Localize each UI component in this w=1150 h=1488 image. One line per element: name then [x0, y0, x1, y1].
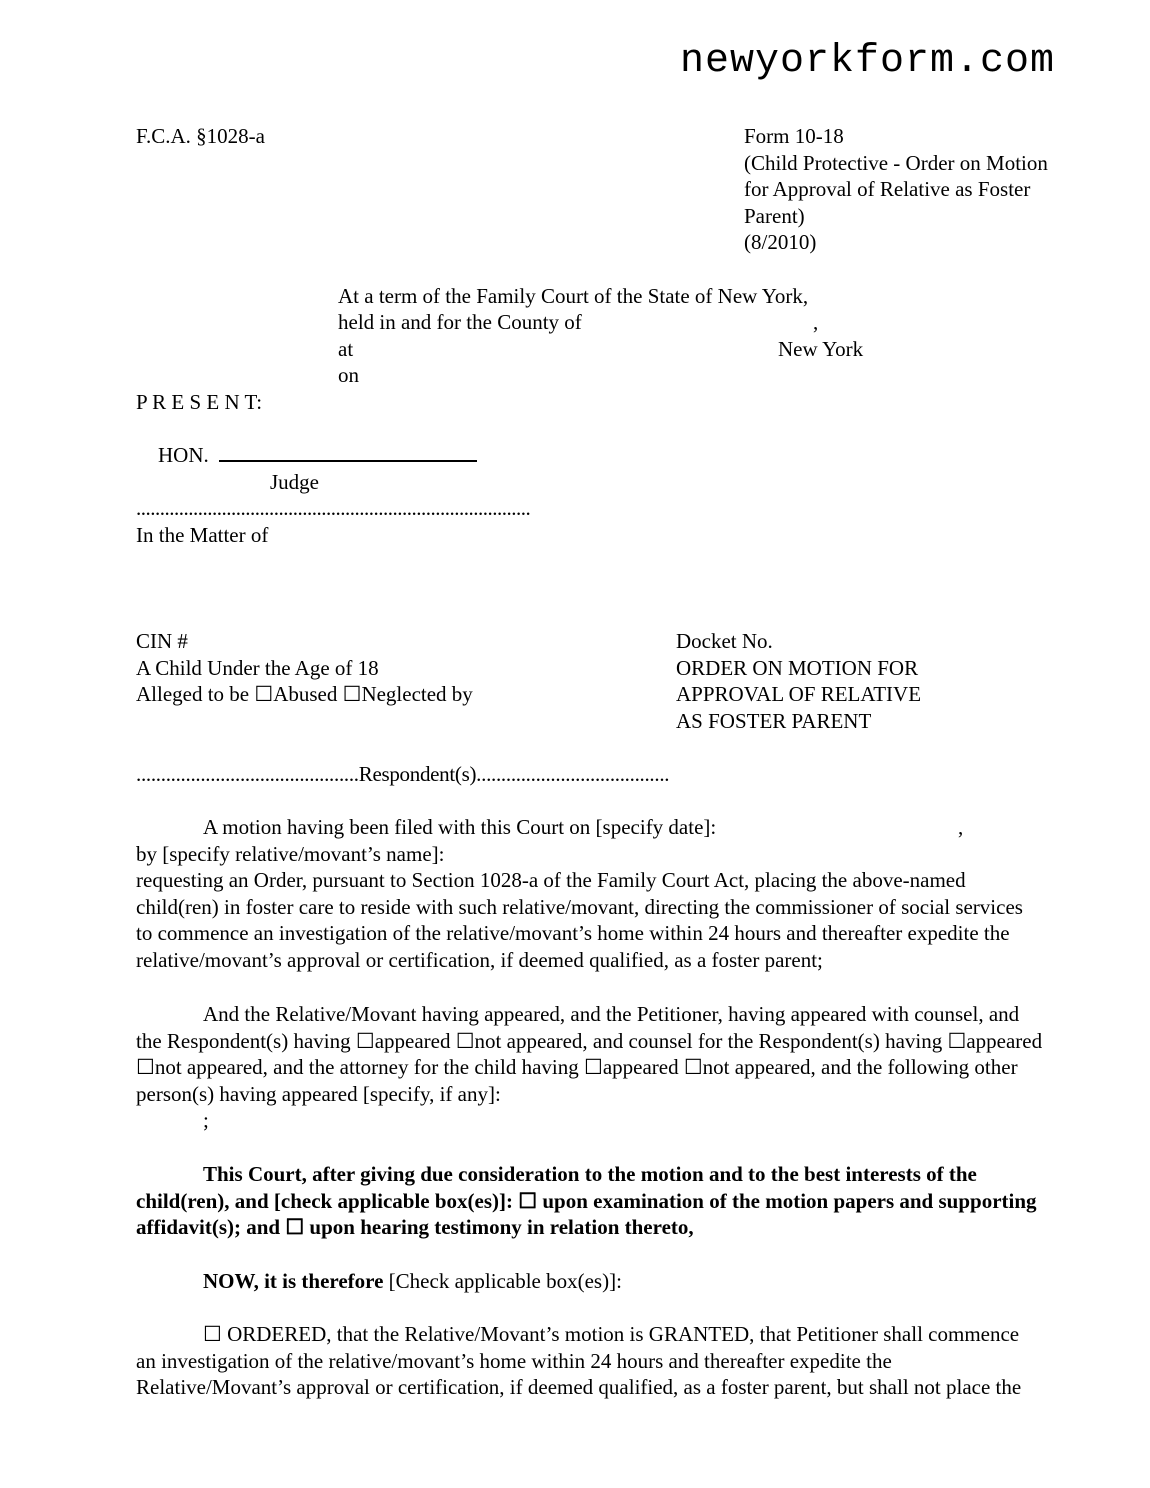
paragraph-line: Relative/Movant’s approval or certification, if deemed qualified, as a foster parent, but shall not place the: [136, 1375, 1022, 1399]
ordered-paragraph: [136, 1321, 1111, 1401]
dotted-separator: ...................................................................................: [136, 496, 531, 520]
statute-reference: F.C.A. §1028-a: [136, 124, 265, 148]
judge-name-blank: [219, 442, 477, 462]
caption-left: [136, 628, 473, 708]
court-term-line: At a term of the Family Court of the State of New York,: [338, 284, 809, 308]
form-title-line: (Child Protective - Order on Motion: [744, 150, 1048, 175]
order-title: AS FOSTER PARENT: [676, 708, 872, 733]
paragraph-line: person(s) having appeared [specify, if any]:: [136, 1081, 501, 1106]
paragraph-line: This Court, after giving due consideration to the motion and to the best interests of the: [203, 1162, 977, 1186]
respondent-line: .............................................Respondent(s).......................................: [136, 762, 670, 786]
hon-line: [158, 442, 477, 469]
court-consideration-paragraph: [136, 1161, 1111, 1241]
movant-name-line: by [specify relative/movant’s name]:: [136, 841, 445, 866]
at-label: at: [338, 337, 354, 361]
paragraph-line: child(ren) in foster care to reside with such relative/movant, directing the commissioner of social services: [136, 894, 1023, 919]
cin-label: CIN #: [136, 629, 188, 653]
in-the-matter-of: In the Matter of: [136, 523, 269, 547]
caption-right: [676, 628, 921, 734]
order-title: APPROVAL OF RELATIVE: [676, 682, 922, 706]
paragraph-line: an investigation of the relative/movant’s home within 24 hours and thereafter expedite the: [136, 1348, 892, 1373]
paragraph-line: And the Relative/Movant having appeared, and the Petitioner, having appeared with counsel, and: [203, 1002, 1020, 1026]
form-number: Form 10-18: [744, 124, 844, 148]
state-label: New York: [778, 337, 864, 361]
paragraph-line: the Respondent(s) having ☐appeared ☐not appeared, and counsel for the Respondent(s) having ☐appeared: [136, 1028, 1043, 1053]
on-label: on: [338, 363, 359, 387]
form-title-line: Parent): [744, 203, 805, 228]
paragraph-end-semicolon: ;: [203, 1108, 209, 1132]
check-boxes-instruction: [Check applicable box(es)]:: [383, 1269, 622, 1293]
form-info: [744, 123, 1048, 256]
docket-number-label: Docket No.: [676, 629, 773, 653]
county-comma: ,: [813, 310, 819, 334]
appearances-paragraph: [136, 1001, 1111, 1134]
present-label: P R E S E N T:: [136, 390, 263, 414]
paragraph-line: affidavit(s); and ☐ upon hearing testimony in relation thereto,: [136, 1215, 694, 1239]
now-therefore-label: NOW, it is therefore: [203, 1269, 384, 1293]
now-therefore-paragraph: [136, 1268, 1111, 1295]
child-under-18: A Child Under the Age of 18: [136, 655, 379, 680]
motion-date-comma: ,: [958, 815, 964, 839]
form-revision-date: (8/2010): [744, 230, 817, 254]
order-title: ORDER ON MOTION FOR: [676, 655, 919, 680]
paragraph-line: ☐ ORDERED, that the Relative/Movant’s motion is GRANTED, that Petitioner shall commence: [203, 1322, 1020, 1346]
paragraph-line: ☐not appeared, and the attorney for the child having ☐appeared ☐not appeared, and the following other: [136, 1055, 1018, 1079]
paragraph-line: to commence an investigation of the relative/movant’s home within 24 hours and thereafter expedite the: [136, 921, 1010, 945]
county-line: held in and for the County of: [338, 310, 582, 334]
form-title-line: for Approval of Relative as Foster: [744, 177, 1031, 201]
motion-paragraph: [136, 814, 1111, 973]
paragraph-line: relative/movant’s approval or certification, if deemed qualified, as a foster parent;: [136, 947, 823, 972]
motion-date-line: A motion having been filed with this Court on [specify date]:: [203, 815, 717, 839]
site-watermark: newyorkform.com: [680, 39, 1056, 84]
paragraph-line: child(ren), and [check applicable box(es)]: ☐ upon examination of the motion papers and supporting: [136, 1188, 1037, 1213]
alleged-abused-neglected: Alleged to be ☐Abused ☐Neglected by: [136, 682, 473, 706]
judge-label: Judge: [270, 470, 319, 494]
hon-label: HON.: [158, 443, 209, 467]
paragraph-line: requesting an Order, pursuant to Section 1028-a of the Family Court Act, placing the above-named: [136, 868, 966, 892]
